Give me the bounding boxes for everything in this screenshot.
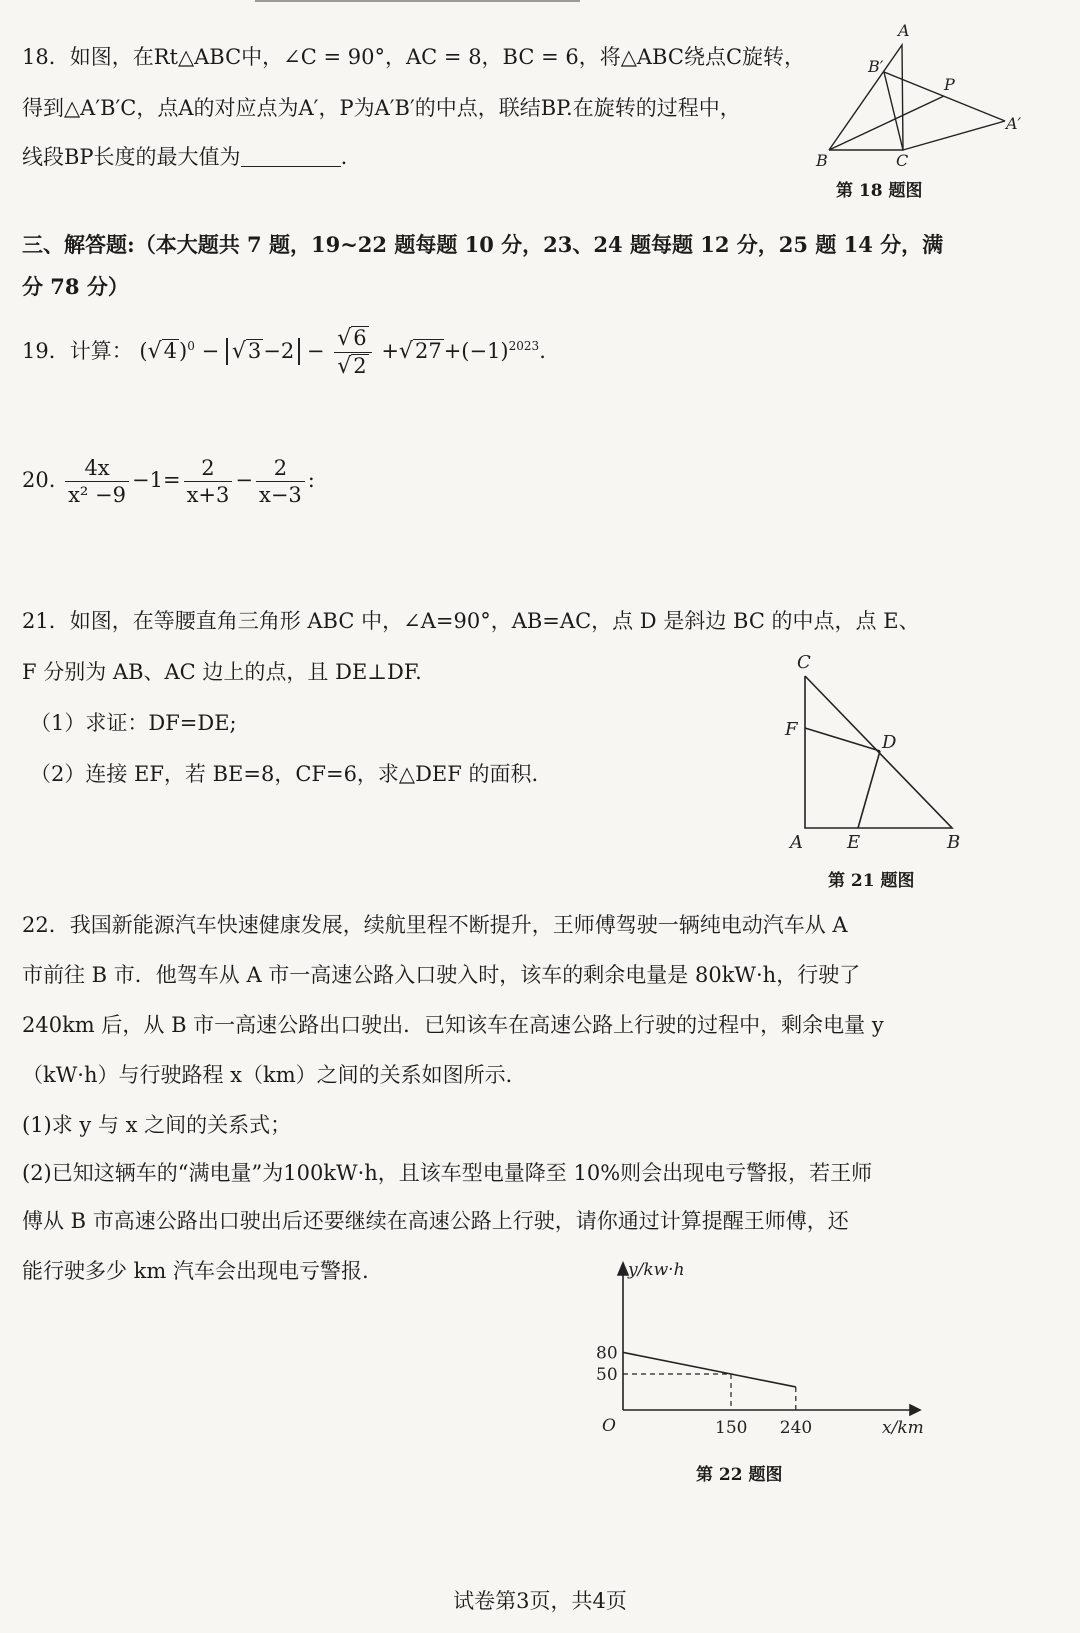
q18-figure <box>810 18 1050 176</box>
sqrt-sign: √ <box>147 339 162 364</box>
q20-fraction-2 <box>184 455 233 508</box>
segment-de <box>858 751 880 828</box>
label-c: C <box>896 151 909 170</box>
q19-fraction-den: √2 <box>337 354 367 379</box>
q19-fraction-num: √6 <box>334 325 371 353</box>
q19-minus-1: − <box>201 339 220 363</box>
q21-line-1: 21．如图，在等腰直角三角形 ABC 中，∠A=90°，AB=AC，点 D 是斜边 BC 的中点，点 E、 <box>22 609 920 633</box>
q22-part-2b: 傅从 B 市高速公路出口驶出后还要继续在高速公路上行驶，请你通过计算提醒王师傅，还 <box>22 1209 849 1233</box>
label-p: P <box>944 75 955 94</box>
x-tick-label-1: 240 <box>779 1418 813 1435</box>
label-b-prime: B′ <box>868 57 884 76</box>
sqrt-sign: √ <box>231 339 246 364</box>
q19-plus-1: + <box>381 339 399 363</box>
y-axis-arrow <box>618 1263 628 1275</box>
q19-radicand-6: 6 <box>353 326 367 350</box>
label-e: E <box>847 832 861 853</box>
q19-end: . <box>539 339 546 363</box>
q19-radicand-2: 2 <box>353 354 367 378</box>
label-c: C <box>797 652 811 673</box>
section-3-header-1: 三、解答题:（本大题共 7 题，19~22 题每题 10 分，23、24 题每题 12 分，25 题 14 分，满 <box>22 232 944 257</box>
q21-part-2: （2）连接 EF，若 BE=8，CF=6，求△DEF 的面积. <box>30 762 539 786</box>
x-axis-arrow <box>910 1405 920 1415</box>
q20-end: : <box>307 468 315 492</box>
answer-blank <box>241 146 341 167</box>
q22-caption: 第 22 题图 <box>696 1465 783 1485</box>
sqrt-sign: √ <box>398 339 413 364</box>
q19-minus-3: − <box>306 339 325 363</box>
triangle-abc <box>805 676 952 828</box>
q19-number: 19．计算： <box>22 339 133 363</box>
label-a: A <box>898 21 910 40</box>
label-f: F <box>785 719 798 740</box>
x-axis-label: x/km <box>882 1418 924 1435</box>
q21-line-2: F 分别为 AB、AC 边上的点，且 DE⊥DF. <box>22 660 422 684</box>
q20-num-2: 2 <box>184 455 233 482</box>
q19-paren-open: ( <box>139 339 148 363</box>
q22-part-2a: (2)已知这辆车的“满电量”为100kW·h，且该车型电量降至 10%则会出现电亏警报，若王师 <box>22 1161 873 1185</box>
q22-chart <box>580 1255 950 1435</box>
q18-line-1: 18．如图，在Rt△ABC中，∠C = 90°，AC = 8，BC = 6，将△ABC绕点C旋转， <box>22 45 806 69</box>
q20-mid-1: −1= <box>132 468 181 492</box>
series-line <box>623 1352 796 1387</box>
q18-line-3-end: . <box>340 145 348 169</box>
segment-bp-c <box>884 72 903 150</box>
segment-bp <box>829 96 944 150</box>
q19-abs-value <box>226 338 300 365</box>
q18-line-2: 得到△A′B′C，点A的对应点为A′，P为A′B′的中点，联结BP.在旋转的过程中， <box>22 96 741 120</box>
q19-paren-close: ) <box>179 339 188 363</box>
q19-fraction <box>334 325 371 380</box>
q22-line-1: 22．我国新能源汽车快速健康发展，续航里程不断提升，王师傅驾驶一辆纯电动汽车从 A <box>22 913 848 937</box>
q20-mid-2: − <box>235 468 253 492</box>
q22-line-3: 240km 后，从 B 市一高速公路出口驶出．已知该车在高速公路上行驶的过程中，剩余电量 y <box>22 1013 884 1037</box>
q20-fraction-1 <box>65 455 129 508</box>
q19-exp-2023: 2023 <box>508 339 540 353</box>
q20-den-1: x² −9 <box>68 483 126 507</box>
q22-part-2c: 能行驶多少 km 汽车会出现电亏警报. <box>22 1259 369 1283</box>
q19-radicand-4: 4 <box>163 339 178 363</box>
q20-fraction-3 <box>256 455 305 508</box>
x-tick-label-0: 150 <box>715 1418 748 1435</box>
q19-expression <box>22 325 546 380</box>
label-a: A <box>790 832 803 853</box>
label-b: B <box>816 151 828 170</box>
q19-radicand-27: 27 <box>414 339 442 363</box>
q21-part-1: （1）求证：DF=DE; <box>30 711 237 735</box>
label-d: D <box>882 732 897 753</box>
y-axis-label: y/kw·h <box>628 1260 685 1280</box>
q21-caption: 第 21 题图 <box>828 871 915 891</box>
q18-caption: 第 18 题图 <box>836 181 923 201</box>
y-tick-label-1: 50 <box>596 1365 618 1385</box>
q18-line-3 <box>22 142 347 172</box>
q20-equation <box>22 455 315 508</box>
q19-exp-0: 0 <box>187 339 195 353</box>
q18-line-3-text: 线段BP长度的最大值为 <box>22 145 241 169</box>
q22-line-2: 市前往 B 市．他驾车从 A 市一高速公路入口驶入时，该车的剩余电量是 80kW·h，行驶了 <box>22 963 861 987</box>
origin-label: O <box>602 1416 616 1435</box>
q20-num-1: 4x <box>65 455 129 482</box>
q21-figure <box>780 648 980 856</box>
q22-line-4: （kW·h）与行驶路程 x（km）之间的关系如图所示． <box>22 1063 527 1087</box>
q20-den-2: x+3 <box>186 483 230 507</box>
q22-part-1: (1)求 y 与 x 之间的关系式； <box>22 1113 292 1137</box>
label-b: B <box>947 832 961 853</box>
q20-number: 20. <box>22 468 56 492</box>
section-3-header-2: 分 78 分） <box>22 274 129 299</box>
segment-c-ap <box>903 121 1005 150</box>
label-a-prime: A′ <box>1006 114 1022 133</box>
q19-radicand-3: 3 <box>247 339 262 363</box>
q19-plus-2: +(−1) <box>443 339 509 363</box>
top-rule <box>255 0 580 2</box>
segment-fd <box>805 728 880 751</box>
triangle-abc <box>829 45 903 150</box>
q19-minus-2: −2 <box>263 339 295 363</box>
y-tick-label-0: 80 <box>596 1343 618 1364</box>
q20-den-3: x−3 <box>258 483 302 507</box>
q20-num-3: 2 <box>256 455 305 482</box>
page-footer: 试卷第3页，共4页 <box>453 1589 627 1613</box>
